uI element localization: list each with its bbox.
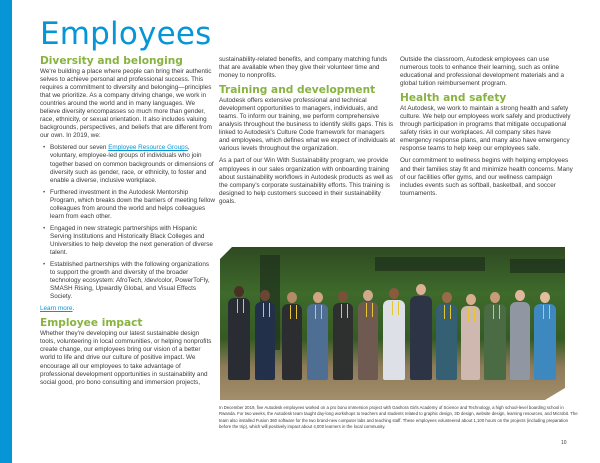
employee-impact-heading: Employee impact xyxy=(40,317,143,330)
person xyxy=(358,302,378,380)
person xyxy=(410,296,432,380)
column-3 xyxy=(400,56,576,202)
employee-impact-text: Whether they're developing our latest sustainable design tools, volunteering in local communities, or helping nonprofits create change, our employees bring our vision of a better world to life and drive our culture of positive impact. We encourage all our employees to take advantage of professional development opportunities in sustainability and social good, pro bono consulting and immersion projects, xyxy=(40,330,212,386)
training-paragraph-1: Autodesk offers extensive professional and technical development opportunities to managers, individuals, and teams. To inform our training, we perform comprehensive analysis throughout the business to identify skills gaps. This is linked to Autodesk's Culture Code framework for managers and employees, which defines what we expect of individuals at various levels throughout the organization. xyxy=(219,97,395,153)
health-safety-paragraph-1: At Autodesk, we work to maintain a strong health and safety culture. We help our employees work safely and productively through participation in programs that mitigate occupational safety risks in our workplaces. All company sites have emergency response plans, and many also have emergency response teams to help keep our employees safe. xyxy=(400,105,571,153)
training-paragraph-2: As a part of our Win With Sustainability program, we provide employees in our sales organization with onboarding training about sustainability workflows in Autodesk products as well as the company's corporate sustainability efforts. This training is designed to help customers succeed in their sustainability goals. xyxy=(219,157,393,205)
bullet-tech-ecosystem: • Established partnerships with the following organizations to support the growth and diversity of the broader technology ecosystem: AfroTech, /dev/color, PowerToFly, SMASH Rising, Upwardly Global, and Visual Effects Society. xyxy=(50,261,216,301)
person xyxy=(484,304,506,380)
health-safety-heading: Health and safety xyxy=(400,92,507,105)
page-title: Employees xyxy=(40,16,212,52)
employee-resource-groups-link[interactable]: Employee Resource Groups xyxy=(108,144,188,152)
bullet-erg-suffix: , voluntary, employee-led groups of individuals who join together based on common backgrounds or dimensions of diversity such as gender, race, or ethnicity, to foster and enable a diverse, inclusive workplace. xyxy=(50,144,214,184)
diversity-bullet-list xyxy=(40,144,216,301)
photo-caption: In December 2019, five Autodesk employees worked on a pro bono immersion project with Gashora Girls Academy of Science and Technology, a high school-level boarding school in Rwanda. For two weeks, the Autodesk team taught day-long workshops to teachers and students related to graphic design, 3D design, website design, learning resources, and Microbit. The team also installed Fusion 360 software for the two brand-new computer labs and teaching staff. These employees volunteered about 1,100 hours on the projects (including preparation before the trip), which will positively impact about 4,000 learners in the local community. xyxy=(219,405,578,429)
hedge-shadow xyxy=(375,257,485,271)
person xyxy=(255,302,275,380)
person xyxy=(461,306,480,380)
left-accent-stripe xyxy=(0,0,12,463)
person xyxy=(436,304,457,380)
person xyxy=(383,300,405,380)
bullet-erg-prefix: Bolstered our seven xyxy=(50,144,109,152)
person xyxy=(282,304,302,380)
bullet-erg xyxy=(50,144,216,184)
team-photo xyxy=(220,247,565,400)
diversity-heading: Diversity and belonging xyxy=(40,55,183,67)
person xyxy=(333,303,353,380)
person xyxy=(307,304,328,380)
bullet-mentorship: • Furthered investment in the Autodesk Mentorship Program, which breaks down the barriers of meeting fellow colleagues from around the world and helps colleagues learn from each other. xyxy=(50,189,216,221)
outside-classroom-text: Outside the classroom, Autodesk employees can use numerous tools to enhance their learning, such as online educational and professional development materials and a global tuition reimbursement program. xyxy=(400,56,564,88)
learn-more-period: . xyxy=(72,305,75,313)
page-number: 10 xyxy=(561,440,567,446)
health-safety-paragraph-2: Our commitment to wellness begins with helping employees and their families stay fit and minimize health concerns. Many of our facilities offer gyms, and our wellness campaign includes events such as softball, basketball, and soccer tournaments. xyxy=(400,157,573,197)
column-1 xyxy=(40,55,216,391)
person xyxy=(510,302,530,380)
learn-more-line xyxy=(40,305,216,313)
column-2 xyxy=(219,56,395,210)
person xyxy=(228,298,250,380)
bullet-partnerships-hsi-hbcu: • Engaged in new strategic partnerships with Hispanic Serving Institutions and Historically Black Colleges and Universities to help develop the next generation of diverse talent. xyxy=(50,225,216,257)
training-heading: Training and development xyxy=(219,84,376,97)
person xyxy=(534,304,556,380)
diversity-intro: We're building a place where people can bring their authentic selves to achieve personal and professional success. This requires a commitment to diversity and belonging—principles that we prioritize. As a company driving change, we work in countries around the world and in many languages. We believe diversity encompasses so much more than gender, race, ethnicity, or sexual orientation. It also includes valuing backgrounds, perspectives, and beliefs that are different from our own. In 2019, we: xyxy=(40,68,212,140)
learn-more-link[interactable]: Learn more xyxy=(40,305,73,313)
impact-continued-text: sustainability-related benefits, and company matching funds that are available when they give their volunteer time and money to nonprofits. xyxy=(219,56,388,80)
hedge-shadow xyxy=(510,259,565,273)
